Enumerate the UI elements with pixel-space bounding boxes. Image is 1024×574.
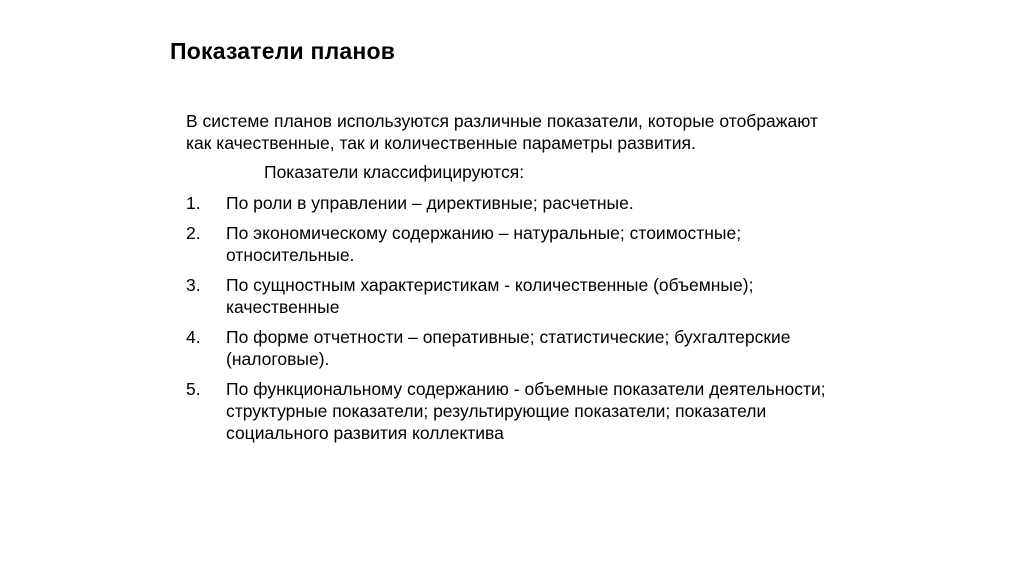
- list-item: [186, 378, 886, 444]
- intro-paragraph: В системе планов используются различные показатели, которые отображают как качественные, так и количественные параметры развития.: [186, 111, 818, 153]
- slide-body: [186, 110, 886, 444]
- list-item: [186, 274, 886, 318]
- classification-list: [186, 192, 886, 444]
- list-item-text: По функциональному содержанию - объемные показатели деятельности; структурные показатели; результирующие показатели; показатели социального развития коллектива: [226, 379, 826, 443]
- list-item-text: По экономическому содержанию – натуральные; стоимостные; относительные.: [226, 223, 742, 265]
- list-item: [186, 222, 886, 266]
- list-item: [186, 192, 886, 214]
- classification-lead: Показатели классифицируются:: [264, 162, 525, 182]
- list-item-text: По сущностным характеристикам - количественные (объемные); качественные: [226, 275, 754, 317]
- list-item-text: По роли в управлении – директивные; расчетные.: [226, 193, 634, 213]
- list-item-text: По форме отчетности – оперативные; статистические; бухгалтерские (налоговые).: [226, 327, 791, 369]
- list-item-number: 4.: [186, 327, 201, 347]
- list-item-number: 1.: [186, 193, 201, 213]
- slide-title: Показатели планов: [170, 38, 396, 64]
- list-item-number: 5.: [186, 379, 201, 399]
- list-item-number: 2.: [186, 223, 201, 243]
- list-item: [186, 326, 886, 370]
- list-item-number: 3.: [186, 275, 201, 295]
